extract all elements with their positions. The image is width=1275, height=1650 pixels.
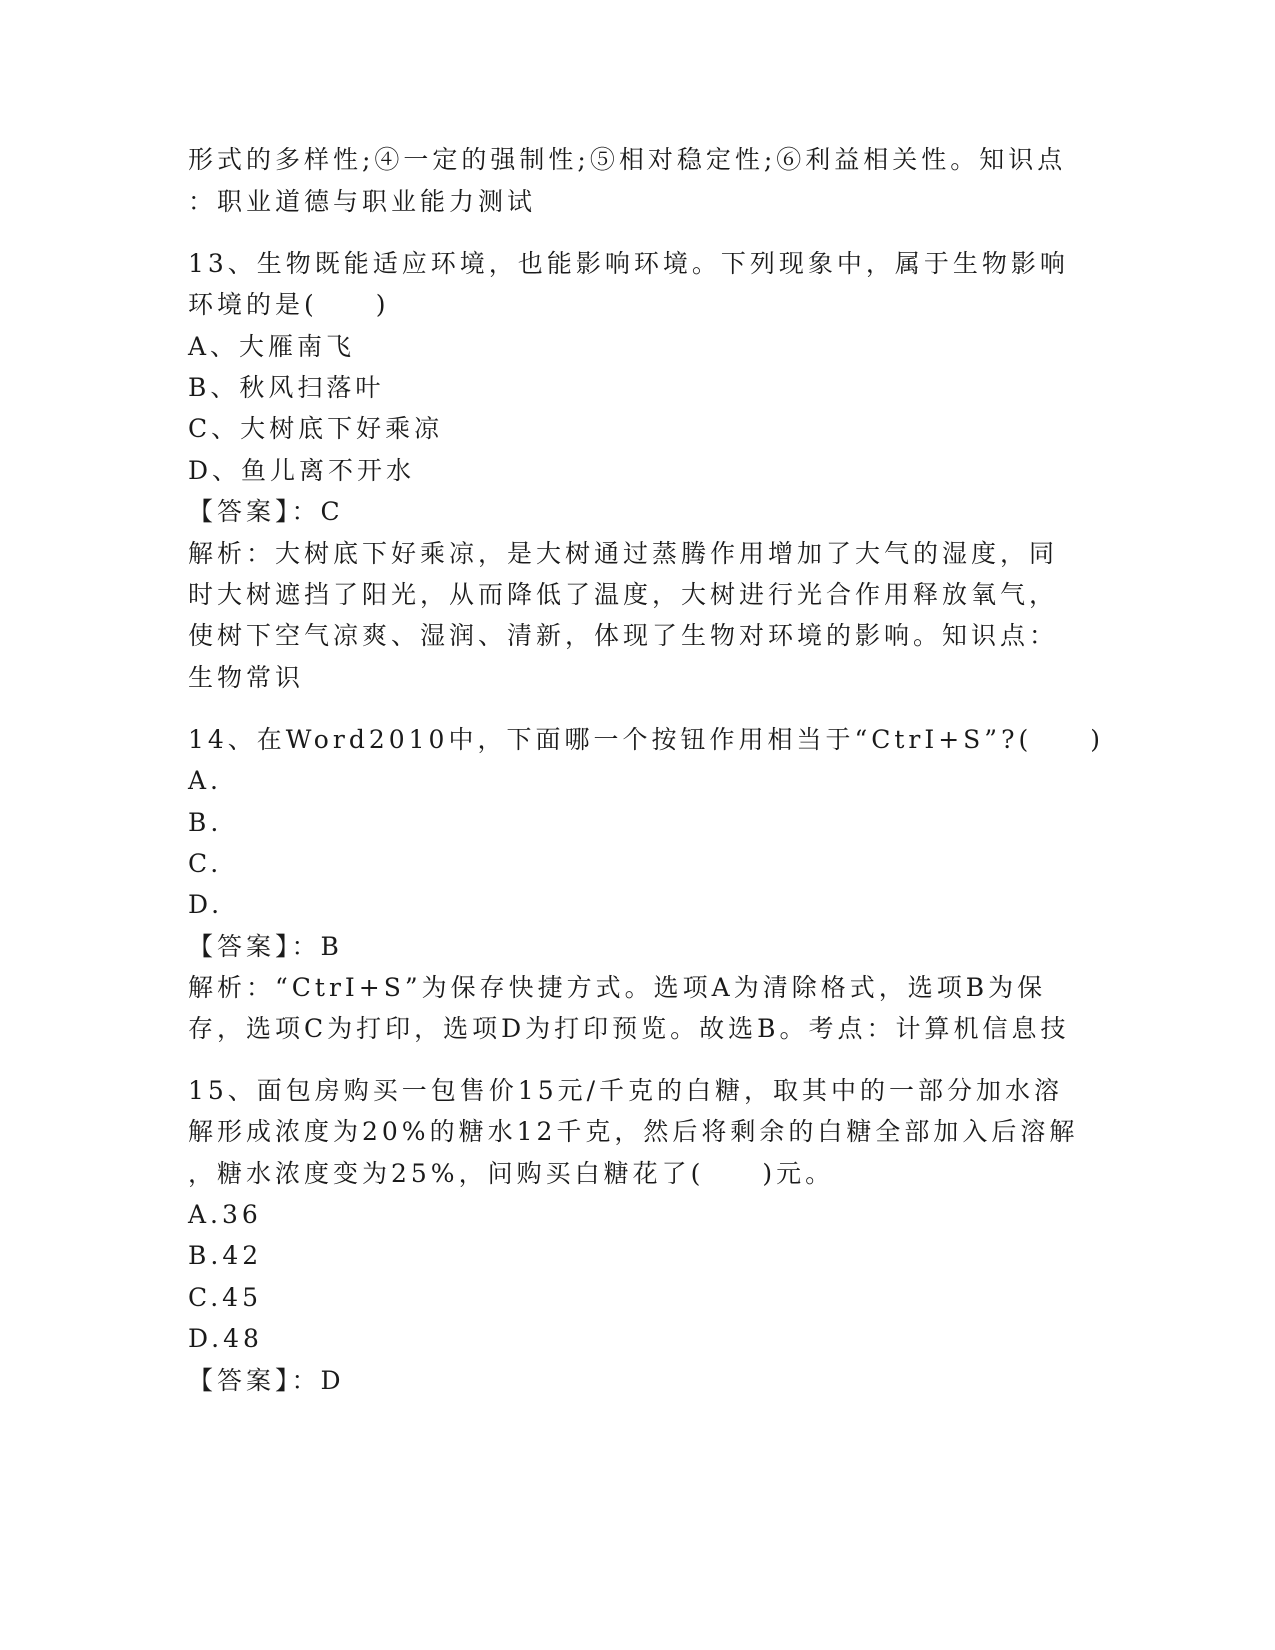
option-a: A.: [188, 766, 223, 795]
option-d: D.48: [188, 1324, 263, 1353]
option-b: B.: [188, 808, 223, 837]
option-a: A、大雁南飞: [188, 332, 356, 361]
answer: 【答案】：C: [188, 497, 344, 526]
analysis-line: 生物常识: [188, 663, 305, 692]
analysis-line: 解析：“CtrI+S”为保存快捷方式。选项A为清除格式，选项B为保: [188, 973, 1047, 1002]
option-d: D.: [188, 890, 224, 919]
answer: 【答案】：D: [188, 1366, 345, 1395]
question-stem: 15、面包房购买一包售价15元/千克的白糖，取其中的一部分加水溶: [188, 1076, 1064, 1105]
option-b: B.42: [188, 1241, 263, 1270]
option-c: C、大树底下好乘凉: [188, 414, 444, 443]
answer: 【答案】：B: [188, 932, 343, 961]
text-line: ：职业道德与职业能力测试: [188, 187, 537, 216]
analysis-line: 解析：大树底下好乘凉，是大树通过蒸腾作用增加了大气的湿度，同: [188, 539, 1059, 568]
option-b: B、秋风扫落叶: [188, 373, 385, 402]
option-a: A.36: [188, 1200, 262, 1229]
question-stem: 环境的是( ): [188, 290, 390, 319]
option-c: C.: [188, 849, 223, 878]
option-c: C.45: [188, 1283, 262, 1312]
option-d: D、鱼儿离不开水: [188, 456, 416, 485]
analysis-line: 时大树遮挡了阳光，从而降低了温度，大树进行光合作用释放氧气，: [188, 580, 1059, 609]
analysis-line: 使树下空气凉爽、湿润、清新，体现了生物对环境的影响。知识点：: [188, 621, 1059, 650]
question-stem: 13、生物既能适应环境，也能影响环境。下列现象中，属于生物影响: [188, 249, 1069, 278]
text-line: 形式的多样性;④一定的强制性;⑤相对稳定性;⑥利益相关性。知识点: [188, 145, 1067, 174]
question-stem: 解形成浓度为20%的糖水12千克，然后将剩余的白糖全部加入后溶解: [188, 1117, 1079, 1146]
question-stem: 14、在Word2010中，下面哪一个按钮作用相当于“CtrI+S”?( ): [188, 725, 1104, 754]
question-stem: ，糖水浓度变为25%，问购买白糖花了( )元。: [188, 1159, 835, 1188]
analysis-line: 存，选项C为打印，选项D为打印预览。故选B。考点：计算机信息技: [188, 1014, 1070, 1043]
